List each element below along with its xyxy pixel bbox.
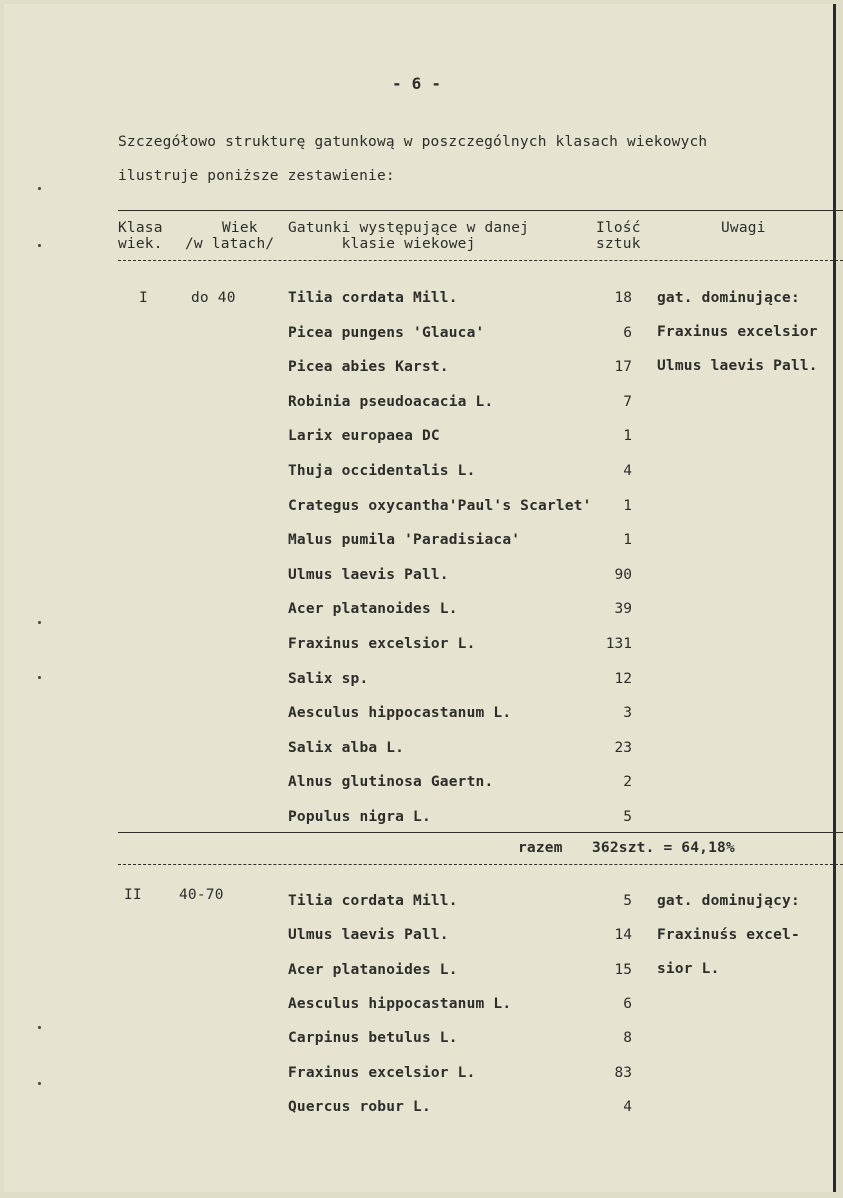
species-name: Tilia cordata Mill. — [288, 893, 458, 909]
class-1-total-value: 362szt. = 64,18% — [592, 840, 735, 856]
header-class-line1: Klasa — [118, 220, 163, 236]
species-count: 18 — [614, 290, 632, 306]
species-count: 7 — [623, 393, 632, 410]
class-2-label: II — [124, 887, 142, 903]
species-name: Aesculus hippocastanum L. — [288, 705, 512, 722]
species-name: Carpinus betulus L. — [288, 1030, 458, 1047]
header-count-line2: sztuk — [596, 236, 641, 252]
total-top-rule — [118, 832, 843, 833]
species-name: Picea pungens 'Glauca' — [288, 324, 485, 341]
species-name: Populus nigra L. — [288, 809, 431, 825]
margin-mark — [38, 187, 41, 190]
header-count-line1: Ilość — [596, 220, 641, 236]
species-count: 83 — [614, 1064, 632, 1081]
header-species-line2: klasie wiekowej — [341, 236, 476, 252]
class-1-age: do 40 — [191, 290, 236, 306]
species-count: 6 — [623, 324, 632, 341]
species-name: Fraxinus excelsior L. — [288, 636, 476, 652]
species-count: 23 — [614, 739, 632, 756]
species-name: Quercus robur L. — [288, 1098, 431, 1115]
species-name: Salix sp. — [288, 670, 369, 687]
page-number: - 6 - — [392, 74, 442, 93]
species-count: 131 — [605, 636, 632, 652]
species-name: Robinia pseudoacacia L. — [288, 393, 494, 410]
class-1-remark-2: Fraxinus excelsior — [657, 324, 818, 340]
species-name: Salix alba L. — [288, 739, 405, 756]
species-name: Picea abies Karst. — [288, 359, 449, 376]
class-2-age: 40-70 — [179, 887, 224, 903]
species-name: Ulmus laevis Pall. — [288, 927, 449, 944]
header-age-line1: Wiek — [222, 220, 258, 236]
class-1-remark-1: gat. dominujące: — [657, 290, 800, 306]
species-count: 1 — [623, 428, 632, 445]
species-name: Malus pumila 'Paradisiaca' — [288, 532, 521, 549]
species-count: 12 — [614, 670, 632, 687]
species-count: 1 — [623, 497, 632, 514]
species-count: 8 — [623, 1030, 632, 1047]
species-count: 39 — [614, 601, 632, 618]
margin-mark — [38, 244, 41, 247]
class-2-remark-3: sior L. — [657, 961, 720, 977]
species-count: 2 — [623, 774, 632, 791]
species-name: Larix europaea DC — [288, 428, 440, 445]
species-name: Thuja occidentalis L. — [288, 463, 476, 479]
intro-line-2: ilustruje poniższe zestawienie: — [118, 168, 395, 184]
species-count: 4 — [623, 463, 632, 479]
header-species-line1: Gatunki występujące w danej — [288, 220, 530, 236]
margin-mark — [38, 621, 41, 624]
species-count: 3 — [623, 705, 632, 722]
header-remarks: Uwagi — [721, 220, 766, 236]
species-count: 15 — [614, 961, 632, 978]
header-age-line2: /w latach/ — [185, 236, 275, 252]
species-count: 1 — [623, 532, 632, 549]
class-2-remark-2: Fraxinuśs excel- — [657, 927, 800, 943]
class-1-label: I — [139, 290, 148, 306]
species-name: Tilia cordata Mill. — [288, 290, 458, 306]
species-count: 4 — [623, 1098, 632, 1115]
margin-mark — [38, 1082, 41, 1085]
class-1-total-label: razem — [518, 840, 563, 856]
document-page — [4, 4, 836, 1192]
margin-mark — [38, 1026, 41, 1029]
species-count: 17 — [614, 359, 632, 376]
total-bottom-rule — [118, 864, 843, 865]
species-name: Acer platanoides L. — [288, 601, 458, 618]
species-count: 5 — [623, 809, 632, 825]
class-2-remark-1: gat. dominujący: — [657, 893, 800, 909]
header-rule — [118, 260, 843, 261]
margin-mark — [38, 676, 41, 679]
species-count: 6 — [623, 995, 632, 1012]
intro-line-1: Szczegółowo strukturę gatunkową w poszczególnych klasach wiekowych — [118, 134, 708, 150]
species-name: Fraxinus excelsior L. — [288, 1064, 476, 1081]
table-top-rule — [118, 210, 843, 211]
species-count: 90 — [614, 566, 632, 583]
species-count: 5 — [623, 893, 632, 909]
species-name: Ulmus laevis Pall. — [288, 566, 449, 583]
species-name: Aesculus hippocastanum L. — [288, 995, 512, 1012]
header-class-line2: wiek. — [118, 236, 163, 252]
species-count: 14 — [614, 927, 632, 944]
species-name: Crategus oxycantha'Paul's Scarlet' — [288, 497, 592, 514]
species-name: Alnus glutinosa Gaertn. — [288, 774, 494, 791]
species-name: Acer platanoides L. — [288, 961, 458, 978]
class-1-remark-3: Ulmus laevis Pall. — [657, 358, 818, 374]
